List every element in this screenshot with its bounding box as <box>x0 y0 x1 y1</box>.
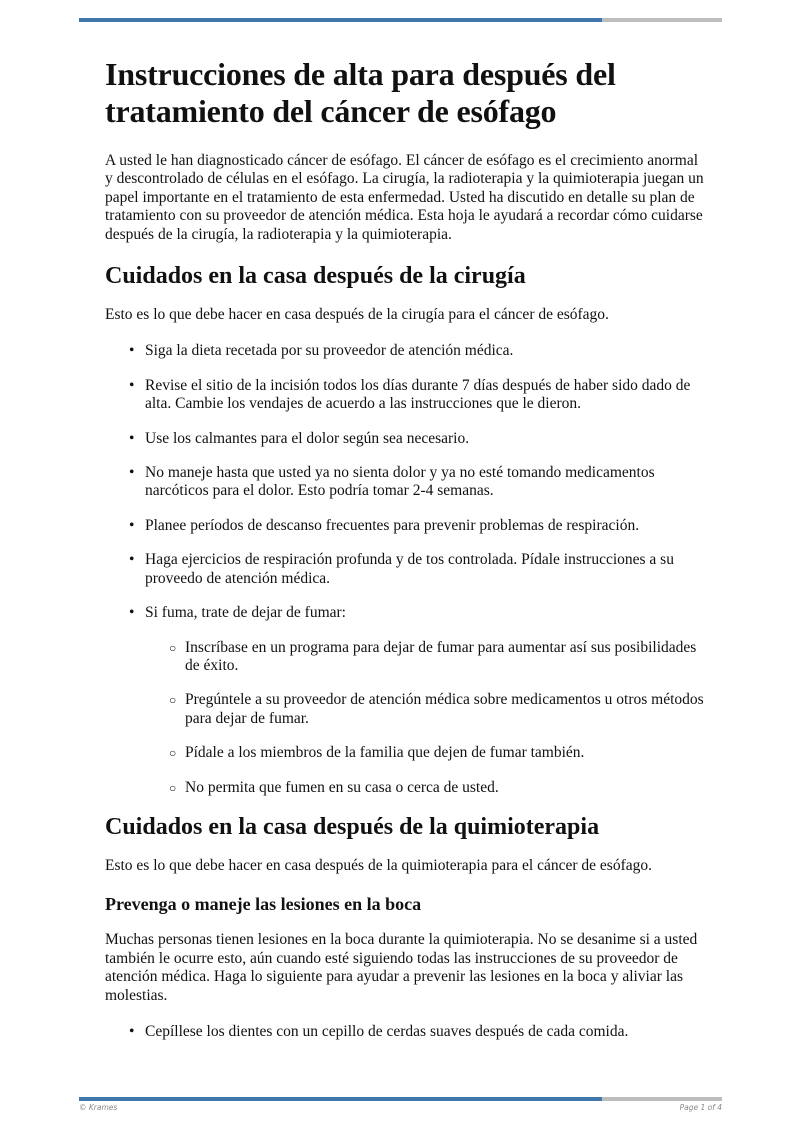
header-rule-primary <box>79 18 602 22</box>
header-rule-secondary <box>602 18 722 22</box>
footer-rule <box>79 1097 722 1101</box>
circle-bullet-icon: ○ <box>169 693 177 708</box>
header-rule <box>79 18 722 22</box>
list-item: • Haga ejercicios de respiración profunda y de tos controlada. Pídale instrucciones a su proveedo de atención médica. <box>129 551 674 587</box>
page-footer <box>79 1103 722 1112</box>
list-item: • Revise el sitio de la incisión todos los días durante 7 días después de haber sido dado de alta. Cambie los vendajes de acuerdo a las instrucciones que le dieron. <box>129 376 691 413</box>
bullet-icon: • <box>129 342 135 360</box>
copyright-text: © Krames <box>79 1103 118 1112</box>
circle-bullet-icon: ○ <box>169 640 177 655</box>
list-item: • Use los calmantes para el dolor según sea necesario. <box>129 429 470 447</box>
mouth-care-list <box>105 1023 705 1041</box>
sublist-item: ○ Pregúntele a su proveedor de atención médica sobre medicamentos u otros métodos para dejar de fumar. <box>169 691 704 727</box>
footer-rule-primary <box>79 1097 602 1101</box>
surgery-care-list <box>105 342 705 797</box>
page-title: Instrucciones de alta para después del tratamiento del cáncer de esófago <box>105 56 616 129</box>
list-item: • Cepíllese los dientes con un cepillo de cerdas suaves después de cada comida. <box>129 1022 629 1040</box>
section-lead-surgery: Esto es lo que debe hacer en casa después de la cirugía para el cáncer de esófago. <box>105 306 609 324</box>
mouth-sores-paragraph: Muchas personas tienen lesiones en la boca durante la quimioterapia. No se desanime si a usted también le ocurre esto, aún cuando esté siguiendo todas las instrucciones de su proveedor de atención médica. Haga lo siguiente para ayudar a prevenir las lesiones en la boca y aliviar las molestias. <box>105 931 698 1004</box>
list-item-smoking: • Si fuma, trate de dejar de fumar: ○ Inscríbase en un programa para dejar de fumar para aumentar así sus posibilidades de éxito. ○ Pregúntele a su proveedor de atención médica sobre medicamentos u otros métodos para dejar de fumar. ○ Pídale a los miembros de la familia que dejen de fumar también. ○ No permita que fumen en su casa o cerca de usted. <box>105 604 705 797</box>
sublist-item: ○ Inscríbase en un programa para dejar de fumar para aumentar así sus posibilidades de éxito. <box>169 638 697 674</box>
document-body <box>105 56 705 1057</box>
bullet-icon: • <box>129 1022 135 1040</box>
section-heading-surgery: Cuidados en la casa después de la cirugía <box>105 263 526 290</box>
bullet-icon: • <box>129 376 135 394</box>
bullet-icon: • <box>129 464 135 482</box>
list-item: • Planee períodos de descanso frecuentes para prevenir problemas de respiración. <box>129 516 640 534</box>
bullet-icon: • <box>129 604 135 622</box>
subheading-mouth-sores: Prevenga o maneje las lesiones en la boca <box>105 894 422 915</box>
circle-bullet-icon: ○ <box>169 780 177 795</box>
section-chemo <box>105 813 705 1041</box>
circle-bullet-icon: ○ <box>169 746 177 761</box>
section-heading-chemo: Cuidados en la casa después de la quimioterapia <box>105 813 600 840</box>
sublist-item: ○ No permita que fumen en su casa o cerca de usted. <box>169 778 499 796</box>
bullet-icon: • <box>129 429 135 447</box>
page-number: Page 1 of 4 <box>679 1103 722 1112</box>
section-lead-chemo: Esto es lo que debe hacer en casa después de la quimioterapia para el cáncer de esófago. <box>105 856 652 874</box>
bullet-icon: • <box>129 516 135 534</box>
bullet-icon: • <box>129 551 135 569</box>
list-item: • Siga la dieta recetada por su proveedor de atención médica. <box>129 342 514 360</box>
sublist-item: ○ Pídale a los miembros de la familia que dejen de fumar también. <box>169 744 585 762</box>
intro-paragraph: A usted le han diagnosticado cáncer de esófago. El cáncer de esófago es el crecimiento anormal y descontrolado de células en el esófago. La cirugía, la radioterapia y la quimioterapia juegan un papel importante en el tratamiento de esta enfermedad. Usted ha discutido en detalle su plan de tratamiento con su proveedor de atención médica. Esta hoja le ayudará a recordar cómo cuidarse después de la cirugía, la radioterapia y la quimioterapia. <box>105 152 704 243</box>
smoking-sublist <box>145 639 705 797</box>
list-item: • No maneje hasta que usted ya no sienta dolor y ya no esté tomando medicamentos narcóticos para el dolor. Esto podría tomar 2-4 semanas. <box>129 464 655 500</box>
footer-rule-secondary <box>602 1097 722 1101</box>
